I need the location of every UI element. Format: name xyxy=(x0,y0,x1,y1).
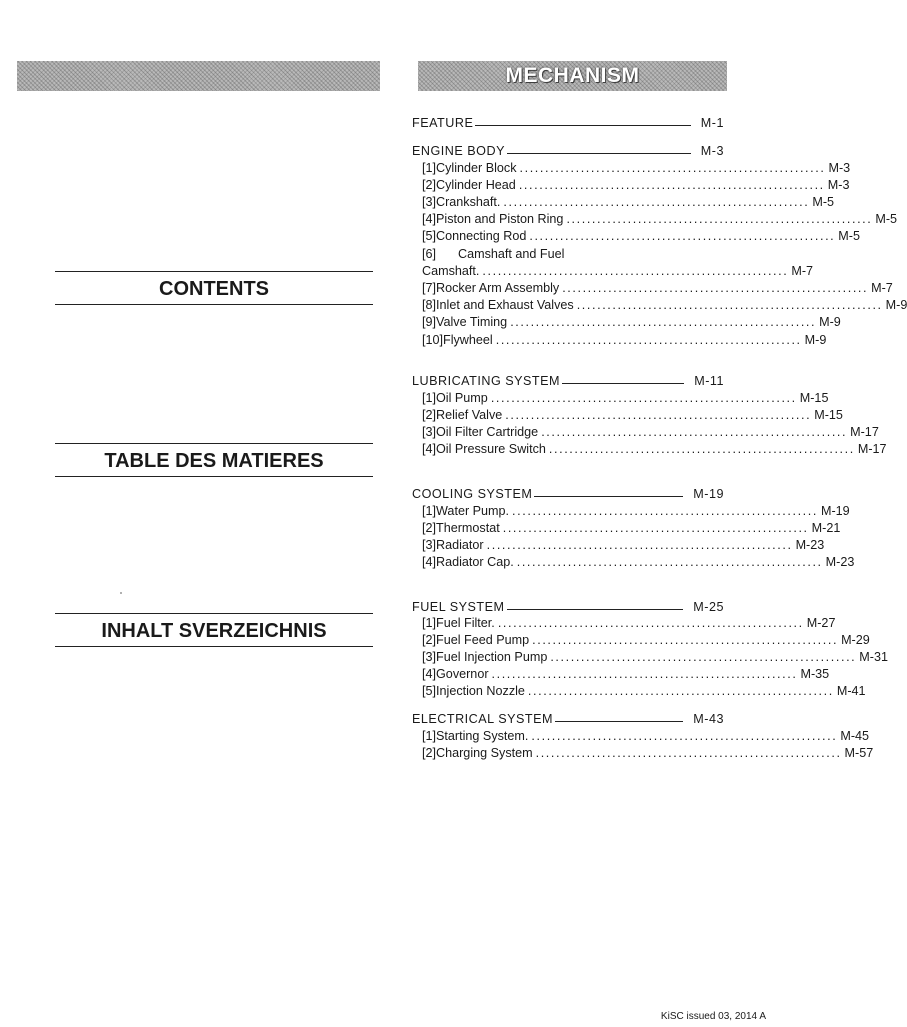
toc-item xyxy=(422,279,893,296)
toc-item xyxy=(422,727,870,744)
dot-leader: ............................................................ xyxy=(529,229,836,244)
leader-line xyxy=(507,609,684,610)
toc-section-label: FEATURE xyxy=(412,115,474,130)
toc-item-label: Fuel Injection Pump xyxy=(436,649,548,664)
toc-item-page: M-17 xyxy=(857,442,887,457)
toc-item xyxy=(422,297,907,314)
toc-item-number: [4] xyxy=(422,667,437,682)
toc-item-page: M-5 xyxy=(875,212,898,227)
toc-item xyxy=(422,554,855,571)
toc-item xyxy=(422,193,835,210)
toc-item-label: Rocker Arm Assembly xyxy=(436,280,560,295)
scan-speck xyxy=(120,592,122,594)
toc-item-page: M-5 xyxy=(838,229,860,244)
toc-item-number: [10] xyxy=(422,332,444,347)
toc-item xyxy=(422,211,898,228)
toc-item-number: [2] xyxy=(422,520,437,535)
dot-leader: ............................................................ xyxy=(535,745,842,760)
dot-leader: ............................................................ xyxy=(562,280,869,295)
toc-item xyxy=(422,331,827,348)
toc-item-number: [1] xyxy=(422,503,437,518)
toc-item xyxy=(422,389,829,406)
toc-item-number: [3] xyxy=(422,194,437,209)
toc-item-page: M-29 xyxy=(841,632,870,647)
toc-section-engine-body xyxy=(412,142,724,159)
dot-leader: ............................................................ xyxy=(576,298,883,313)
toc-item-number: [7] xyxy=(422,280,437,295)
toc-item-label: Inlet and Exhaust Valves xyxy=(436,298,574,313)
toc-section-feature xyxy=(412,114,724,131)
toc-section-page: M-25 xyxy=(693,599,724,614)
toc-item-label: Cylinder Head xyxy=(436,177,516,192)
toc-item-label: Cylinder Block xyxy=(436,160,517,175)
toc-item xyxy=(422,631,870,648)
toc-item-page: M-15 xyxy=(799,390,829,405)
contents-heading-block xyxy=(55,271,373,305)
table-des-matieres-heading: TABLE DES MATIERES xyxy=(104,450,324,472)
toc-item-number: [5] xyxy=(422,684,437,699)
toc-item-label: Governor xyxy=(436,667,489,682)
toc-section-label: ENGINE BODY xyxy=(412,143,505,158)
toc-item-number: [1] xyxy=(422,615,437,630)
dot-leader: ............................................................ xyxy=(497,615,804,630)
toc-item-page: M-21 xyxy=(811,520,841,535)
toc-item-label: Radiator Cap. xyxy=(436,555,514,570)
toc-item-page: M-9 xyxy=(804,332,827,347)
dot-leader: ............................................................ xyxy=(490,390,797,405)
divider xyxy=(55,646,373,647)
toc-item-number: [1] xyxy=(422,390,437,405)
dot-leader: ............................................................ xyxy=(486,537,793,552)
toc-item-number: [3] xyxy=(422,424,437,439)
toc-item-page: M-27 xyxy=(806,615,836,630)
left-header-bar xyxy=(17,61,380,91)
toc-item-label: Starting System. xyxy=(436,728,529,743)
leader-line xyxy=(507,153,691,154)
toc-item-page: M-3 xyxy=(828,160,851,175)
leader-line xyxy=(534,496,683,497)
toc-section-cooling-system xyxy=(412,485,724,502)
dot-leader: ............................................................ xyxy=(519,160,826,175)
toc-item-label: Injection Nozzle xyxy=(436,684,525,699)
toc-item xyxy=(422,744,874,761)
toc-item-number: [1] xyxy=(422,728,437,743)
dot-leader: ............................................................ xyxy=(532,632,839,647)
toc-section-fuel-system xyxy=(412,598,724,615)
toc-item-page: M-7 xyxy=(871,280,893,295)
dot-leader: ............................................................ xyxy=(531,728,838,743)
toc-item-page: M-19 xyxy=(820,503,850,518)
toc-item-number: [2] xyxy=(422,407,437,422)
dot-leader: ............................................................ xyxy=(502,520,809,535)
toc-item-page: M-35 xyxy=(800,667,830,682)
toc-item-number: [6] xyxy=(422,246,437,261)
contents-heading: CONTENTS xyxy=(159,278,269,300)
toc-item-number: [1] xyxy=(422,160,437,175)
toc-section-label: COOLING SYSTEM xyxy=(412,486,533,501)
toc-item-page: M-9 xyxy=(885,298,907,313)
toc-item xyxy=(422,614,836,631)
toc-item-page: M-23 xyxy=(825,555,855,570)
dot-leader: ............................................................ xyxy=(510,315,817,330)
toc-item-number: [2] xyxy=(422,632,437,647)
toc-item-page: M-9 xyxy=(819,315,841,330)
toc-item-number: [4] xyxy=(422,555,437,570)
toc-item-page: M-45 xyxy=(840,728,870,743)
dot-leader: ............................................................ xyxy=(512,503,818,518)
toc-item-number: [3] xyxy=(422,537,437,552)
toc-item xyxy=(422,502,850,519)
toc-item-page: M-23 xyxy=(795,537,825,552)
toc-section-page: M-3 xyxy=(700,143,724,158)
toc-item-number: [8] xyxy=(422,298,437,313)
dot-leader: ............................................................ xyxy=(505,407,812,422)
toc-item-page: M-7 xyxy=(791,263,814,278)
dot-leader: ............................................................ xyxy=(482,263,789,278)
toc-item-page: M-31 xyxy=(859,649,888,664)
toc-section-page: M-43 xyxy=(693,711,724,726)
toc-item-page: M-41 xyxy=(836,684,866,699)
footer-issue-note: KiSC issued 03, 2014 A xyxy=(660,1011,766,1022)
dot-leader: ............................................................ xyxy=(566,212,873,227)
toc-item-number: [2] xyxy=(422,177,437,192)
divider xyxy=(55,476,373,477)
toc-item-label: Connecting Rod xyxy=(436,229,527,244)
toc-item-label: Water Pump. xyxy=(436,503,510,518)
toc-item xyxy=(422,176,850,193)
toc-item-label: Valve Timing xyxy=(436,315,508,330)
toc-item xyxy=(422,536,825,553)
dot-leader: ............................................................ xyxy=(518,177,825,192)
toc-item-label: Fuel Feed Pump xyxy=(436,632,530,647)
toc-item-label: Crankshaft. xyxy=(436,194,501,209)
toc-item-label: Flywheel xyxy=(443,332,493,347)
toc-item xyxy=(422,683,866,700)
divider xyxy=(55,304,373,305)
toc-section-label: LUBRICATING SYSTEM xyxy=(412,373,561,388)
dot-leader: ............................................................ xyxy=(527,684,834,699)
toc-section-page: M-19 xyxy=(693,486,724,501)
dot-leader: ............................................................ xyxy=(548,442,855,457)
toc-item-number: [4] xyxy=(422,442,437,457)
toc-item xyxy=(422,441,887,458)
inhaltsverzeichnis-heading-block xyxy=(55,613,373,647)
table-des-matieres-heading-block xyxy=(55,443,373,477)
toc-item xyxy=(422,228,860,245)
toc-item-label: Fuel Filter. xyxy=(436,615,495,630)
toc-item-label: Charging System xyxy=(436,745,533,760)
toc-item-label: Oil Pressure Switch xyxy=(436,442,546,457)
toc-item xyxy=(422,406,843,423)
toc-item-number: [4] xyxy=(422,212,437,227)
toc-item xyxy=(422,648,888,665)
dot-leader: ............................................................ xyxy=(550,649,857,664)
toc-item xyxy=(422,666,830,683)
leader-line xyxy=(562,383,684,384)
toc-item-label: Camshaft and Fuel xyxy=(458,246,565,261)
toc-item-label: Radiator xyxy=(436,537,484,552)
toc-item-page: M-57 xyxy=(844,745,874,760)
dot-leader: ............................................................ xyxy=(491,667,798,682)
toc-item-label: Oil Filter Cartridge xyxy=(436,424,539,439)
toc-item xyxy=(422,314,841,331)
toc-section-page: M-1 xyxy=(700,115,724,130)
toc-item xyxy=(422,262,814,279)
dot-leader: ............................................................ xyxy=(541,424,848,439)
toc-item-number: [5] xyxy=(422,229,437,244)
dot-leader: ............................................................ xyxy=(516,555,823,570)
leader-line xyxy=(555,721,683,722)
toc-section-page: M-11 xyxy=(694,373,724,388)
toc-section-lubricating-system xyxy=(412,372,724,389)
toc-item-label: Thermostat xyxy=(436,520,500,535)
toc-item-label: Relief Valve xyxy=(436,407,503,422)
toc-item-number: [9] xyxy=(422,315,437,330)
toc-item xyxy=(422,159,851,176)
toc-section-label: ELECTRICAL SYSTEM xyxy=(412,711,553,726)
toc-item xyxy=(422,423,879,440)
dot-leader: ............................................................ xyxy=(503,194,810,209)
toc-item-number: [3] xyxy=(422,649,437,664)
toc-item-page: M-15 xyxy=(814,407,843,422)
toc-item xyxy=(422,245,724,262)
dot-leader: ............................................................ xyxy=(495,332,802,347)
toc-item xyxy=(422,519,841,536)
toc-item-label: Piston and Piston Ring xyxy=(436,212,564,227)
toc-section-label: FUEL SYSTEM xyxy=(412,599,505,614)
toc-item-label: Oil Pump xyxy=(436,390,488,405)
toc-item-page: M-5 xyxy=(812,194,835,209)
toc-item-label: Camshaft. xyxy=(422,263,480,278)
inhaltsverzeichnis-heading: INHALT SVERZEICHNIS xyxy=(101,620,327,642)
toc-item-number: [2] xyxy=(422,745,437,760)
toc-item-page: M-17 xyxy=(850,424,879,439)
toc-section-electrical-system xyxy=(412,710,724,727)
mechanism-header-bar xyxy=(418,61,727,91)
toc-item-page: M-3 xyxy=(827,177,850,192)
leader-line xyxy=(475,125,690,126)
mechanism-title: MECHANISM xyxy=(505,64,640,87)
